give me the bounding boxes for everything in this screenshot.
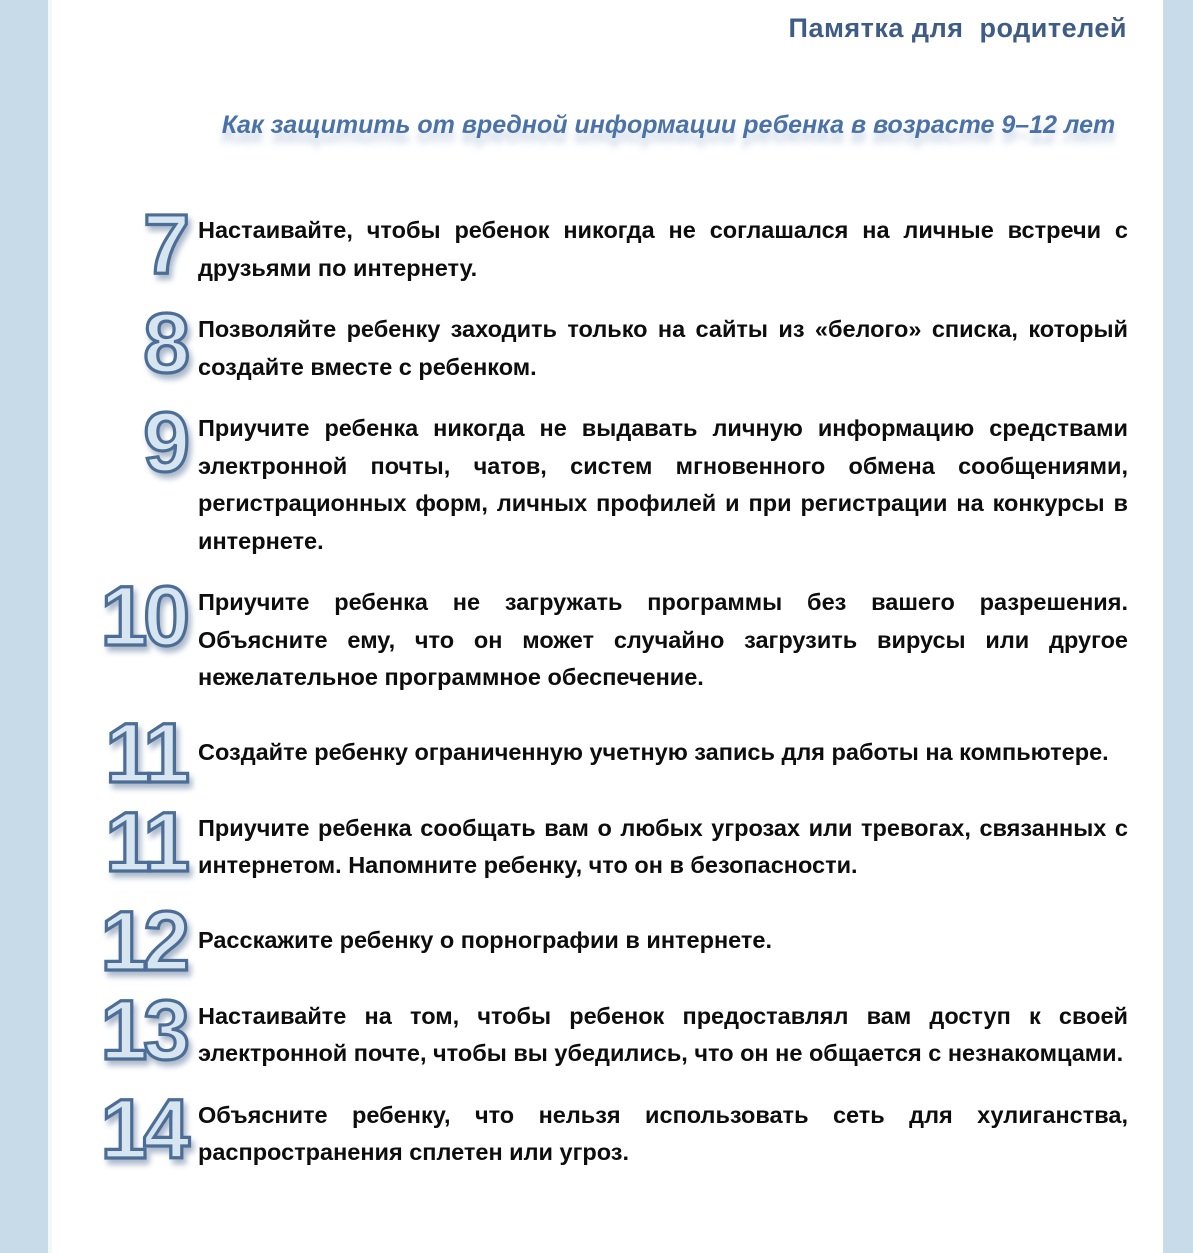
item-number: 14	[100, 1081, 186, 1176]
item-number: 8	[143, 296, 186, 390]
item-number: 9	[143, 395, 186, 489]
page-title: Как защитить от вредной информации ребенка в возрасте 9–12 лет	[221, 111, 1116, 139]
list-item	[56, 893, 1163, 988]
items-list	[56, 197, 1163, 1176]
left-border-strip	[0, 0, 52, 1253]
list-item	[56, 794, 1163, 889]
list-item	[56, 982, 1163, 1077]
list-item	[56, 569, 1163, 697]
item-text: Расскажите ребенку о порнографии в интернете.	[198, 927, 773, 954]
item-text: Настаивайте, чтобы ребенок никогда не соглашался на личные встречи с друзьями по интернету.	[198, 217, 1128, 281]
list-item	[56, 197, 1163, 291]
item-number: 10	[100, 569, 186, 663]
item-text: Приучите ребенка не загружать программы без вашего разрешения. Объясните ему, что он может случайно загрузить вирусы или другое нежелательное программное обеспечение.	[198, 589, 1128, 690]
item-text: Позволяйте ребенку заходить только на сайты из «белого» списка, который создайте вместе с ребенком.	[198, 316, 1128, 380]
item-number: 11	[105, 794, 186, 889]
page-header: Памятка для родителей	[788, 13, 1127, 43]
list-item	[56, 705, 1163, 800]
item-text: Объясните ребенку, что нельзя использовать сеть для хулиганства, распространения сплетен или угроз.	[198, 1101, 1128, 1165]
item-number: 7	[143, 197, 186, 291]
item-text: Приучите ребенка никогда не выдавать личную информацию средствами электронной почты, чатов, систем мгновенного обмена сообщениями, регистрационных форм, личных профилей и при регистрации на конкурсы в интернете.	[198, 415, 1128, 554]
page-content	[56, 0, 1163, 1253]
item-text: Приучите ребенка сообщать вам о любых угрозах или тревогах, связанных с интернетом. Напомните ребенку, что он в безопасности.	[198, 814, 1128, 878]
right-border-strip	[1163, 0, 1193, 1253]
item-text: Настаивайте на том, чтобы ребенок предоставлял вам доступ к своей электронной почте, чтобы вы убедились, что он не общается с незнакомцами.	[198, 1002, 1128, 1066]
item-number: 12	[100, 893, 186, 988]
list-item	[56, 1081, 1163, 1176]
list-item	[56, 296, 1163, 390]
list-item	[56, 395, 1163, 560]
item-number: 11	[105, 705, 186, 800]
item-text: Создайте ребенку ограниченную учетную запись для работы на компьютере.	[198, 739, 1109, 766]
item-number: 13	[100, 982, 186, 1077]
